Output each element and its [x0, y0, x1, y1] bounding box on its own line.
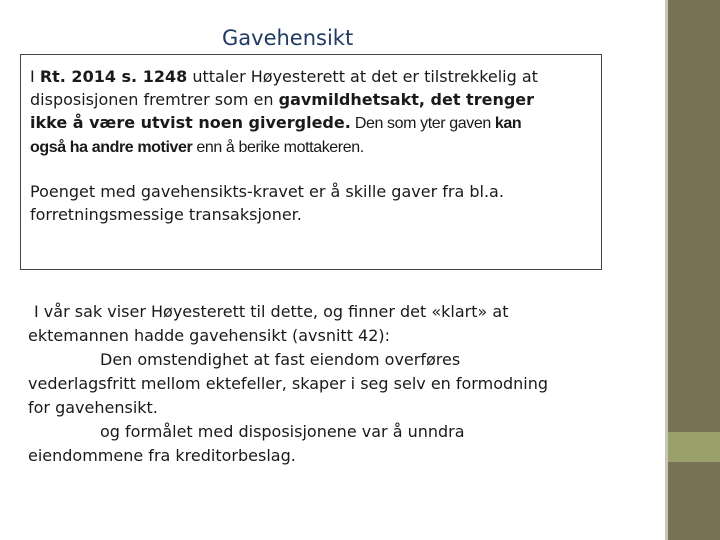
box-paragraph-1: [30, 65, 593, 159]
page-title: Gavehensikt: [222, 26, 354, 50]
body-line-1: I vår sak viser Høyesterett til dette, og finner det «klart» at: [34, 302, 509, 321]
box-p1-line-2: [30, 90, 534, 109]
body-line-2: ektemannen hadde gavehensikt (avsnitt 42):: [28, 326, 391, 345]
emphasis-text: ikke å være utvist noen giverglede.: [30, 113, 351, 132]
body-text: [28, 300, 644, 468]
box-p2-line-2: forretningsmessige transaksjoner.: [30, 205, 302, 224]
text-run: enn å berike mottakeren.: [192, 139, 364, 156]
emphasis-text: kan: [494, 115, 522, 132]
side-strip-accent: [668, 432, 720, 462]
box-p1-line-1: [30, 67, 538, 86]
body-line-6: og formålet med disposisjonene var å unndra: [100, 422, 465, 441]
text-run: uttaler Høyesterett at det er tilstrekkelig at: [187, 67, 538, 86]
body-line-7: eiendommene fra kreditorbeslag.: [28, 446, 296, 465]
box-p1-line-4: [30, 137, 364, 156]
emphasis-text: gavmildhetsakt, det trenger: [278, 90, 535, 109]
emphasis-text: også ha andre motiver: [30, 139, 193, 156]
quote-box: [20, 54, 602, 270]
text-run: disposisjonen fremtrer som en: [30, 90, 279, 109]
case-reference: Rt. 2014 s. 1248: [39, 67, 188, 86]
text-run: I: [30, 67, 40, 86]
text-run: Den som yter gaven: [350, 115, 495, 132]
side-strip-dark-top: [668, 0, 720, 432]
body-line-4: vederlagsfritt mellom ektefeller, skaper i seg selv en formodning: [28, 374, 549, 393]
side-strip-dark-bottom: [668, 462, 720, 540]
body-line-5: for gavehensikt.: [28, 398, 158, 417]
box-p2-line-1: Poenget med gavehensikts-kravet er å skille gaver fra bl.a.: [30, 182, 504, 201]
body-line-3: Den omstendighet at fast eiendom overføres: [100, 350, 461, 369]
box-paragraph-2: [30, 180, 593, 226]
box-p1-line-3: [30, 113, 521, 132]
